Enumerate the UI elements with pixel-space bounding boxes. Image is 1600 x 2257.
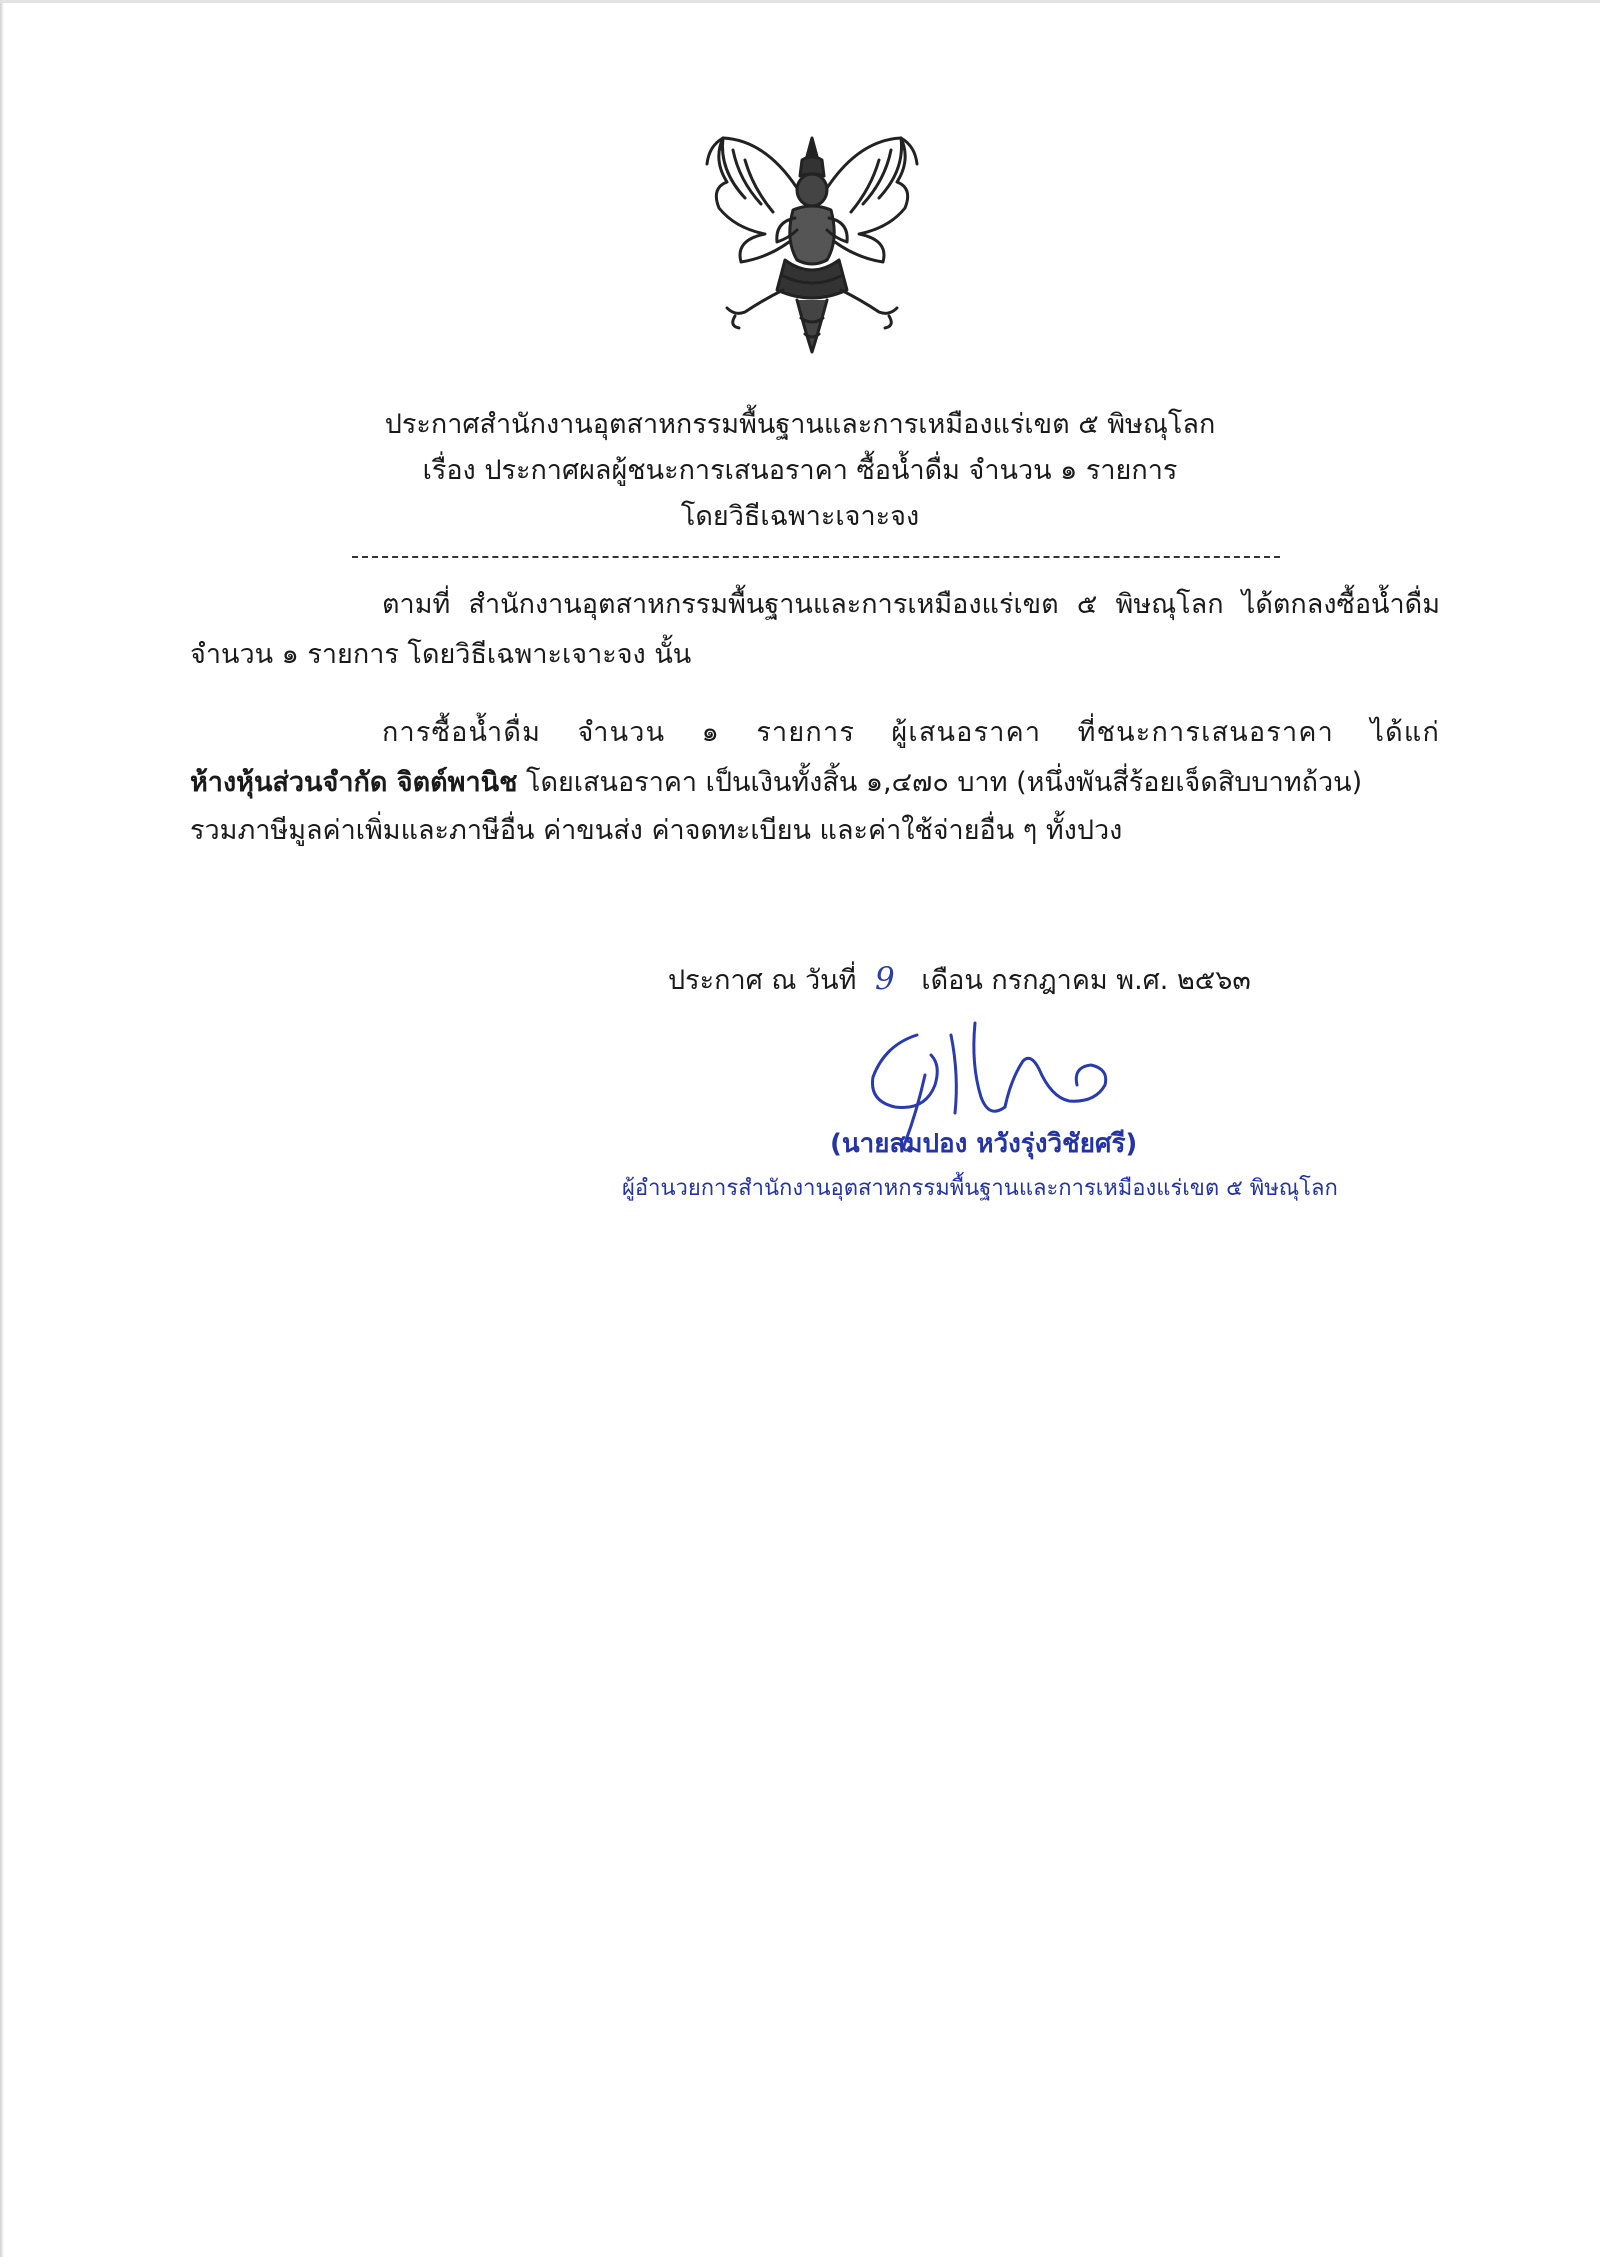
paragraph-2-line-3: รวมภาษีมูลค่าเพิ่มและภาษีอื่น ค่าขนส่ง ค่าจดทะเบียน และค่าใช้จ่ายอื่น ๆ ทั้งปวง bbox=[190, 815, 1123, 846]
date-prefix: ประกาศ ณ วันที่ bbox=[668, 965, 857, 996]
paragraph-1-line-1: ตามที่ สำนักงานอุตสาหกรรมพื้นฐานและการเหมืองแร่เขต ๕ พิษณุโลก ได้ตกลงซื้อน้ำดื่ม bbox=[382, 589, 1440, 620]
garuda-emblem-icon bbox=[705, 130, 920, 360]
paragraph-1-line-2: จำนวน ๑ รายการ โดยวิธีเฉพาะเจาะจง นั้น bbox=[190, 639, 692, 670]
announcement-title: ประกาศสำนักงานอุตสาหกรรมพื้นฐานและการเหมืองแร่เขต ๕ พิษณุโลก bbox=[384, 409, 1216, 440]
paragraph-2-line-2 bbox=[190, 760, 1440, 803]
dashed-divider bbox=[352, 556, 1280, 558]
announcement-subject: เรื่อง ประกาศผลผู้ชนะการเสนอราคา ซื้อน้ำดื่ม จำนวน ๑ รายการ bbox=[422, 455, 1178, 486]
scan-edge-left bbox=[0, 0, 4, 2257]
scan-edge-top bbox=[0, 0, 1600, 3]
winning-vendor: ห้างหุ้นส่วนจำกัด จิตต์พานิช bbox=[190, 767, 518, 798]
paragraph-2-line-1: การซื้อน้ำดื่ม จำนวน ๑ รายการ ผู้เสนอราคา ที่ชนะการเสนอราคา ได้แก่ bbox=[382, 717, 1440, 748]
bid-amount-text: โดยเสนอราคา เป็นเงินทั้งสิ้น ๑,๔๗๐ บาท (หนึ่งพันสี่ร้อยเจ็ดสิบบาทถ้วน) bbox=[517, 767, 1363, 798]
signer-name: (นายสมปอง หวังรุ่งวิชัยศรี) bbox=[830, 1129, 1138, 1159]
announcement-method: โดยวิธีเฉพาะเจาะจง bbox=[680, 501, 920, 532]
signer-position: ผู้อำนวยการสำนักงานอุตสาหกรรมพื้นฐานและการเหมืองแร่เขต ๕ พิษณุโลก bbox=[622, 1176, 1338, 1201]
announcement-date bbox=[668, 958, 1251, 1001]
date-month-year: เดือน กรกฎาคม พ.ศ. ๒๕๖๓ bbox=[921, 965, 1251, 996]
date-day-handwritten: 9 bbox=[875, 961, 895, 997]
